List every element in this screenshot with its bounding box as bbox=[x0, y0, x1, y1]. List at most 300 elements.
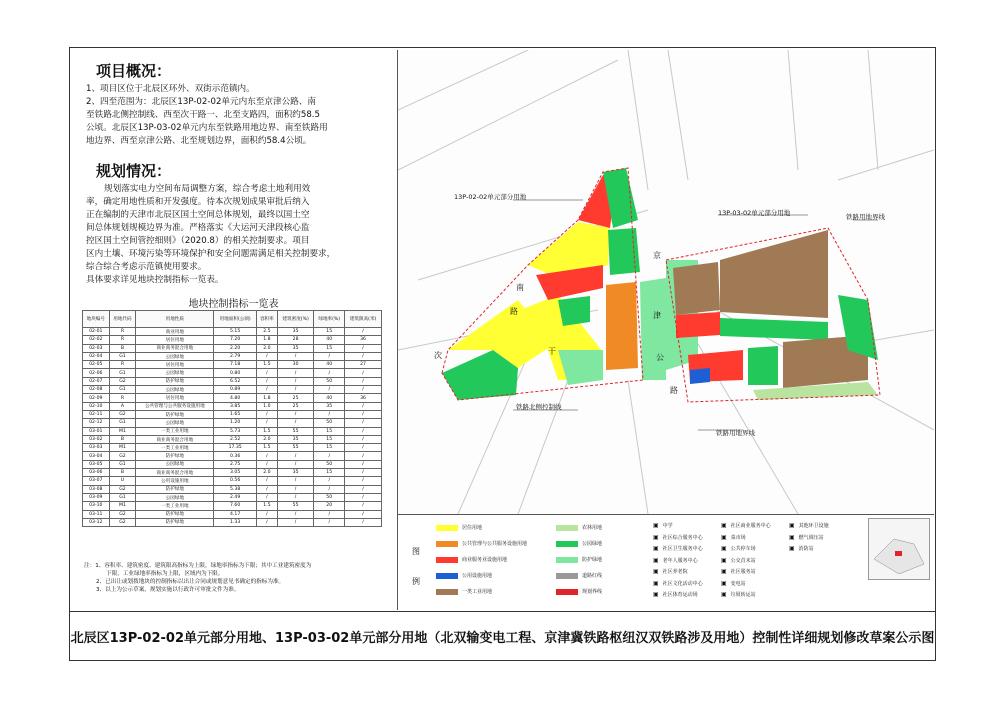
table-row bbox=[83, 518, 382, 526]
table-cell: 公园绿地 bbox=[136, 386, 214, 394]
table-cell: 03-01 bbox=[83, 427, 110, 435]
table-cell: 7.18 bbox=[214, 361, 257, 369]
table-cell: / bbox=[345, 510, 382, 518]
table-cell: 1.0 bbox=[256, 402, 277, 410]
table-cell: / bbox=[277, 477, 314, 485]
road-label: 路 bbox=[510, 307, 518, 316]
table-cell: 35 bbox=[277, 469, 314, 477]
table-cell: / bbox=[345, 460, 382, 468]
table-cell: 27 bbox=[345, 361, 382, 369]
table-cell: 4.17 bbox=[214, 510, 257, 518]
parcel-red-east bbox=[676, 312, 720, 338]
table-cell: 03-09 bbox=[83, 493, 110, 501]
parcel-green-strip-b bbox=[640, 278, 666, 380]
parcel-blue-utility bbox=[690, 368, 710, 384]
overview-line: 1、项目区位于北辰区环外、双街示范镇内。 bbox=[86, 84, 255, 94]
table-cell: G2 bbox=[109, 510, 136, 518]
table-cell: 02-12 bbox=[83, 419, 110, 427]
facility-symbol-icon: ▣ bbox=[789, 545, 795, 552]
facility-item bbox=[789, 545, 814, 552]
planning-line: 正在编制的天津市北辰区国土空间总体规划，最终以国土空 bbox=[86, 210, 310, 220]
table-cell: 3.85 bbox=[214, 402, 257, 410]
road-label: 次 bbox=[434, 351, 442, 360]
inset-canvas bbox=[869, 519, 929, 579]
note-line: 3、以上为公示草案，规划实施以行政许可审批文件为准。 bbox=[96, 587, 240, 593]
table-cell: 15 bbox=[314, 444, 345, 452]
table-cell: 公园绿地 bbox=[136, 493, 214, 501]
table-cell: 2.52 bbox=[214, 435, 257, 443]
overview-line: 公顷。北辰区13P-03-02单元内东至铁路用地边界、南至铁路用 bbox=[86, 123, 328, 133]
planning-line: 综合综合考虑示范镇使用要求。 bbox=[86, 262, 207, 272]
facility-symbol-icon: ▣ bbox=[653, 533, 659, 541]
table-row bbox=[83, 410, 382, 418]
table-cell: / bbox=[345, 469, 382, 477]
table-cell: 02-07 bbox=[83, 377, 110, 385]
table-cell: G1 bbox=[109, 352, 136, 360]
facility-item bbox=[653, 534, 703, 541]
parcel-green-small bbox=[558, 296, 590, 326]
table-cell: 02-03 bbox=[83, 344, 110, 352]
table-cell: 公园绿地 bbox=[136, 460, 214, 468]
facility-item bbox=[721, 557, 756, 564]
table-cell: 5.15 bbox=[214, 328, 257, 336]
table-cell: 17.35 bbox=[214, 444, 257, 452]
legend-item bbox=[436, 588, 492, 595]
facility-label: 社区商业服务中心 bbox=[730, 523, 771, 529]
table-cell: A bbox=[109, 402, 136, 410]
table-cell: / bbox=[345, 518, 382, 526]
map-legend bbox=[397, 514, 934, 610]
road-label: 干 bbox=[548, 347, 556, 356]
legend-item bbox=[556, 524, 602, 531]
table-cell: / bbox=[277, 352, 314, 360]
table-cell: / bbox=[345, 419, 382, 427]
table-cell: 商业商务混合用地 bbox=[136, 344, 214, 352]
table-cell: 1.33 bbox=[214, 518, 257, 526]
facility-symbol-icon: ▣ bbox=[721, 568, 727, 575]
table-cell: 36 bbox=[345, 336, 382, 344]
table-row bbox=[83, 510, 382, 518]
note-line: 注：1、容积率、建筑密度、建筑限高指标为上限，绿地率指标为下限；其中工业建筑密度为 bbox=[84, 563, 312, 569]
table-cell: / bbox=[256, 377, 277, 385]
table-cell: 一类工业用地 bbox=[136, 444, 214, 452]
table-cell: 6.52 bbox=[214, 377, 257, 385]
facility-item bbox=[653, 591, 698, 598]
table-cell: / bbox=[256, 510, 277, 518]
legend-swatch bbox=[556, 589, 578, 595]
facility-item bbox=[721, 534, 746, 541]
table-row bbox=[83, 435, 382, 443]
table-row bbox=[83, 469, 382, 477]
planning-line: 率，确定用地性质和开发强度。待本次规划成果审批后纳入 bbox=[86, 197, 310, 207]
table-cell: 1.8 bbox=[256, 394, 277, 402]
table-cell: 02-01 bbox=[83, 328, 110, 336]
planning-line: 区内土壤、环境污染等环境保护和安全问题需满足相关控制要求， bbox=[86, 249, 336, 259]
table-cell: 02-04 bbox=[83, 352, 110, 360]
table-row bbox=[83, 369, 382, 377]
table-cell: / bbox=[345, 386, 382, 394]
table-cell: 1.5 bbox=[256, 361, 277, 369]
overview-line: 至铁路北侧控制线、西至次干路一、北至支路四，面积约58.5 bbox=[86, 110, 320, 120]
facility-label: 社区综合服务中心 bbox=[662, 534, 703, 541]
note-line: 下限，工业绿地率指标为上限，区域内为下限。 bbox=[106, 571, 224, 577]
table-header-cell: 用地面积(公顷) bbox=[214, 311, 257, 328]
table-cell: 2.79 bbox=[214, 352, 257, 360]
table-cell: 20 bbox=[314, 502, 345, 510]
table-cell: G2 bbox=[109, 485, 136, 493]
table-row bbox=[83, 477, 382, 485]
table-cell: 03-10 bbox=[83, 502, 110, 510]
table-cell: 1.20 bbox=[214, 419, 257, 427]
table-cell: 02-08 bbox=[83, 386, 110, 394]
table-cell: G2 bbox=[109, 377, 136, 385]
table-cell: 02-09 bbox=[83, 394, 110, 402]
overview-heading: 项目概况： bbox=[96, 62, 172, 80]
table-cell: G1 bbox=[109, 460, 136, 468]
table-cell: / bbox=[314, 352, 345, 360]
table-cell: 2.0 bbox=[256, 435, 277, 443]
legend-swatch bbox=[436, 525, 458, 531]
table-cell: 1.5 bbox=[256, 427, 277, 435]
facility-symbol-icon: ▣ bbox=[721, 556, 727, 564]
table-cell: 50 bbox=[314, 419, 345, 427]
parcel-orange-public bbox=[606, 282, 638, 370]
legend-label: 农林用地 bbox=[582, 525, 603, 531]
facility-item bbox=[653, 580, 703, 587]
table-cell: 2.75 bbox=[214, 460, 257, 468]
legend-item bbox=[436, 524, 482, 531]
table-cell: U bbox=[109, 477, 136, 485]
table-cell: 2.0 bbox=[256, 469, 277, 477]
table-cell: 35 bbox=[277, 344, 314, 352]
table-cell: 30 bbox=[277, 361, 314, 369]
overview-line: 地边界、西至京津公路、北至规划边界，面积约58.4公顷。 bbox=[86, 136, 312, 146]
planning-text bbox=[86, 183, 391, 287]
facility-label: 中学 bbox=[662, 523, 673, 529]
facility-symbol-icon: ▣ bbox=[721, 522, 727, 529]
facility-label: 变电站 bbox=[730, 580, 746, 587]
legend-label: 规划界线 bbox=[582, 589, 603, 595]
facility-symbol-icon: ▣ bbox=[653, 568, 659, 575]
road-label: 南 bbox=[516, 283, 524, 292]
table-cell: 35 bbox=[277, 328, 314, 336]
table-cell: / bbox=[256, 352, 277, 360]
legend-swatch bbox=[436, 557, 458, 563]
planning-heading: 规划情况： bbox=[96, 162, 172, 180]
facility-item bbox=[721, 591, 756, 598]
table-cell: 1.65 bbox=[214, 410, 257, 418]
table-cell: / bbox=[277, 510, 314, 518]
table-row bbox=[83, 419, 382, 427]
note-line: 2、已出让或划拨地块的控制指标以出让合同或规划意见书确定的指标为准。 bbox=[96, 579, 285, 585]
facility-symbol-icon: ▣ bbox=[721, 591, 727, 598]
facility-item bbox=[721, 545, 756, 552]
table-cell: 15 bbox=[314, 469, 345, 477]
table-cell: 4.80 bbox=[214, 394, 257, 402]
table-row bbox=[83, 386, 382, 394]
legend-item bbox=[556, 572, 602, 579]
legend-swatch bbox=[556, 573, 578, 579]
table-cell: / bbox=[277, 493, 314, 501]
table-title: 地块控制指标一览表 bbox=[188, 299, 279, 310]
label-rail-boundary-bottom: 铁路用地界线 bbox=[716, 429, 755, 437]
table-cell: / bbox=[314, 477, 345, 485]
table-cell: / bbox=[277, 518, 314, 526]
facility-item bbox=[721, 580, 746, 587]
table-cell: / bbox=[256, 493, 277, 501]
table-cell: 0.80 bbox=[214, 369, 257, 377]
table-cell: G1 bbox=[109, 419, 136, 427]
table-header-cell: 地块编号 bbox=[83, 311, 110, 328]
table-cell: 1.5 bbox=[256, 444, 277, 452]
facility-symbol-icon: ▣ bbox=[721, 533, 727, 541]
facility-label: 菜市场 bbox=[730, 534, 746, 541]
table-cell: / bbox=[314, 510, 345, 518]
facility-label: 其他环卫设施 bbox=[798, 523, 829, 529]
table-cell: 40 bbox=[314, 394, 345, 402]
plan-title: 北辰区13P-02-02单元部分用地、13P-03-02单元部分用地（北双输变电工程、京津冀铁路枢纽汉双铁路涉及用地）控制性详细规划修改草案公示图 bbox=[69, 611, 936, 661]
table-cell: 2.0 bbox=[256, 344, 277, 352]
table-cell: 02-06 bbox=[83, 369, 110, 377]
table-row bbox=[83, 377, 382, 385]
table-cell: 5.73 bbox=[214, 427, 257, 435]
legend-item bbox=[556, 540, 602, 547]
legend-swatch bbox=[436, 573, 458, 579]
table-cell: 防护绿地 bbox=[136, 410, 214, 418]
table-cell: R bbox=[109, 361, 136, 369]
table-cell: 3.05 bbox=[214, 469, 257, 477]
legend-label: 公用设施用地 bbox=[462, 573, 493, 579]
table-cell: / bbox=[277, 485, 314, 493]
legend-label: 公园绿地 bbox=[582, 541, 603, 547]
table-cell: / bbox=[345, 477, 382, 485]
table-cell: / bbox=[345, 410, 382, 418]
facility-symbol-icon: ▣ bbox=[721, 545, 727, 552]
table-cell: / bbox=[277, 419, 314, 427]
table-cell: 公园绿地 bbox=[136, 352, 214, 360]
facility-item bbox=[789, 534, 824, 541]
facility-label: 社区服务站 bbox=[730, 569, 756, 575]
table-cell: B bbox=[109, 344, 136, 352]
facility-symbol-icon: ▣ bbox=[653, 579, 659, 587]
table-cell: 36 bbox=[345, 394, 382, 402]
control-table bbox=[82, 310, 382, 527]
table-cell: 防护绿地 bbox=[136, 485, 214, 493]
legend-swatch bbox=[556, 541, 578, 547]
table-cell: / bbox=[256, 477, 277, 485]
table-cell: 公用设施用地 bbox=[136, 477, 214, 485]
table-cell: / bbox=[256, 460, 277, 468]
table-cell: 1.5 bbox=[256, 502, 277, 510]
table-row bbox=[83, 485, 382, 493]
facility-symbol-icon: ▣ bbox=[789, 522, 795, 529]
table-cell: 28 bbox=[277, 336, 314, 344]
facility-item bbox=[721, 568, 756, 575]
table-cell: 公园绿地 bbox=[136, 419, 214, 427]
facility-symbol-icon: ▣ bbox=[653, 556, 659, 564]
label-unit-0302: 13P-03-02单元部分用地 bbox=[718, 209, 791, 217]
table-cell: 40 bbox=[314, 336, 345, 344]
table-cell: G2 bbox=[109, 410, 136, 418]
table-cell: G2 bbox=[109, 518, 136, 526]
planning-line: 控区国土空间管控细则》（2020.8）的相关控制要求。项目 bbox=[86, 236, 310, 246]
parcel-green-east-south bbox=[748, 346, 778, 385]
overview-text bbox=[86, 83, 386, 148]
table-cell: M1 bbox=[109, 502, 136, 510]
facility-label: 垃圾转运站 bbox=[730, 592, 756, 598]
table-cell: M1 bbox=[109, 444, 136, 452]
table-cell: / bbox=[314, 452, 345, 460]
table-cell: 公共管理与公共服务设施用地 bbox=[136, 402, 214, 410]
legend-side-label: 例 bbox=[412, 577, 420, 586]
table-cell: 居住用地 bbox=[136, 361, 214, 369]
facility-label: 燃气调压站 bbox=[798, 534, 824, 541]
table-cell: 公园绿地 bbox=[136, 369, 214, 377]
legend-label: 一类工业用地 bbox=[462, 589, 493, 595]
planning-line: 规划落实电力空间布局调整方案，综合考虑土地利用效 bbox=[104, 184, 311, 194]
table-cell: / bbox=[256, 485, 277, 493]
legend-label: 道路红线 bbox=[582, 573, 603, 579]
table-cell: 15 bbox=[314, 328, 345, 336]
table-cell: 03-12 bbox=[83, 518, 110, 526]
table-cell: / bbox=[345, 369, 382, 377]
table-header-cell: 用地代码 bbox=[109, 311, 136, 328]
table-cell: 55 bbox=[277, 444, 314, 452]
table-cell: / bbox=[256, 419, 277, 427]
table-cell: 防护绿地 bbox=[136, 452, 214, 460]
map-canvas bbox=[398, 50, 934, 514]
table-cell: 50 bbox=[314, 377, 345, 385]
legend-swatch bbox=[556, 557, 578, 563]
table-cell: 03-03 bbox=[83, 444, 110, 452]
table-cell: 50 bbox=[314, 493, 345, 501]
facility-item bbox=[653, 557, 698, 564]
table-header-cell: 用地性质 bbox=[136, 311, 214, 328]
overview-line: 2、四至范围为：北辰区13P-02-02单元内东至京津公路、南 bbox=[86, 97, 316, 107]
table-cell: / bbox=[345, 452, 382, 460]
facility-label: 公共停车场 bbox=[730, 546, 756, 552]
table-cell: / bbox=[345, 444, 382, 452]
planning-line: 具体要求详见地块控制指标一览表。 bbox=[86, 275, 224, 285]
table-cell: / bbox=[345, 502, 382, 510]
facility-item bbox=[653, 568, 688, 575]
table-cell: 02-11 bbox=[83, 410, 110, 418]
table-cell: 55 bbox=[277, 427, 314, 435]
road-label: 路 bbox=[670, 386, 678, 395]
table-cell: G1 bbox=[109, 386, 136, 394]
facility-label: 老年人服务中心 bbox=[662, 557, 698, 564]
label-unit-0202: 13P-02-02单元部分用地 bbox=[454, 193, 527, 201]
facility-label: 消防站 bbox=[798, 546, 814, 552]
table-cell: 居住用地 bbox=[136, 394, 214, 402]
table-cell: 03-11 bbox=[83, 510, 110, 518]
table-cell: / bbox=[345, 377, 382, 385]
table-cell: / bbox=[314, 410, 345, 418]
table-header-cell: 建筑限高(米) bbox=[345, 311, 382, 328]
table-row bbox=[83, 402, 382, 410]
table-row bbox=[83, 336, 382, 344]
table-cell: / bbox=[277, 460, 314, 468]
facility-label: 社区文化活动中心 bbox=[662, 580, 703, 587]
table-cell: / bbox=[314, 485, 345, 493]
legend-item bbox=[436, 556, 507, 563]
table-row bbox=[83, 460, 382, 468]
table-row bbox=[83, 328, 382, 336]
table-row bbox=[83, 444, 382, 452]
land-use-map[interactable] bbox=[397, 50, 934, 515]
table-cell: 02-05 bbox=[83, 361, 110, 369]
table-cell: / bbox=[256, 518, 277, 526]
table-cell: 2.20 bbox=[214, 344, 257, 352]
table-header-cell: 容积率 bbox=[256, 311, 277, 328]
facility-label: 社区卫生服务中心 bbox=[662, 546, 703, 552]
table-cell: / bbox=[277, 377, 314, 385]
table-cell: 50 bbox=[314, 460, 345, 468]
facility-label: 社区体育运动场 bbox=[662, 592, 698, 598]
table-cell: 25 bbox=[277, 402, 314, 410]
table-row bbox=[83, 493, 382, 501]
table-cell: / bbox=[277, 452, 314, 460]
road-label: 津 bbox=[653, 311, 661, 320]
table-cell: 03-07 bbox=[83, 477, 110, 485]
table-cell: 2.5 bbox=[256, 328, 277, 336]
text-panel bbox=[72, 50, 395, 610]
table-cell: 40 bbox=[314, 361, 345, 369]
table-cell: 防护绿地 bbox=[136, 510, 214, 518]
table-cell: / bbox=[345, 352, 382, 360]
table-row bbox=[83, 352, 382, 360]
table-cell: 一类工业用地 bbox=[136, 502, 214, 510]
facility-item bbox=[721, 522, 771, 529]
legend-label: 居住用地 bbox=[462, 525, 483, 531]
table-cell: 55 bbox=[277, 502, 314, 510]
facility-symbol-icon: ▣ bbox=[653, 545, 659, 552]
table-row bbox=[83, 502, 382, 510]
table-cell: / bbox=[345, 485, 382, 493]
table-cell: R bbox=[109, 328, 136, 336]
legend-swatch bbox=[436, 541, 458, 547]
table-cell: 15 bbox=[314, 435, 345, 443]
table-cell: 2.49 bbox=[214, 493, 257, 501]
table-cell: 03-02 bbox=[83, 435, 110, 443]
label-rail-north: 铁路北侧控制线 bbox=[516, 403, 562, 411]
table-cell: 0.36 bbox=[214, 452, 257, 460]
facility-item bbox=[653, 545, 703, 552]
legend-label: 公共管理与公共服务设施用地 bbox=[462, 541, 528, 547]
table-header-cell: 绿地率(%) bbox=[314, 311, 345, 328]
facility-label: 社区养老院 bbox=[662, 569, 688, 575]
legend-side-label: 图 bbox=[412, 547, 420, 556]
table-cell: 03-04 bbox=[83, 452, 110, 460]
facility-label: 公交首末站 bbox=[730, 557, 756, 564]
table-cell: / bbox=[345, 402, 382, 410]
road-label: 京 bbox=[653, 251, 661, 260]
table-cell: 0.56 bbox=[214, 477, 257, 485]
table-cell: 7.20 bbox=[214, 336, 257, 344]
facility-symbol-icon: ▣ bbox=[789, 533, 795, 541]
table-cell: / bbox=[277, 410, 314, 418]
table-cell: / bbox=[345, 493, 382, 501]
road-label: 公 bbox=[656, 353, 664, 362]
legend-label: 防护绿地 bbox=[582, 557, 603, 563]
table-row bbox=[83, 344, 382, 352]
legend-swatch bbox=[556, 525, 578, 531]
facility-symbol-icon: ▣ bbox=[721, 579, 727, 587]
table-cell: 防护绿地 bbox=[136, 377, 214, 385]
table-cell: / bbox=[345, 344, 382, 352]
location-inset-map bbox=[868, 518, 930, 580]
table-cell: G1 bbox=[109, 493, 136, 501]
